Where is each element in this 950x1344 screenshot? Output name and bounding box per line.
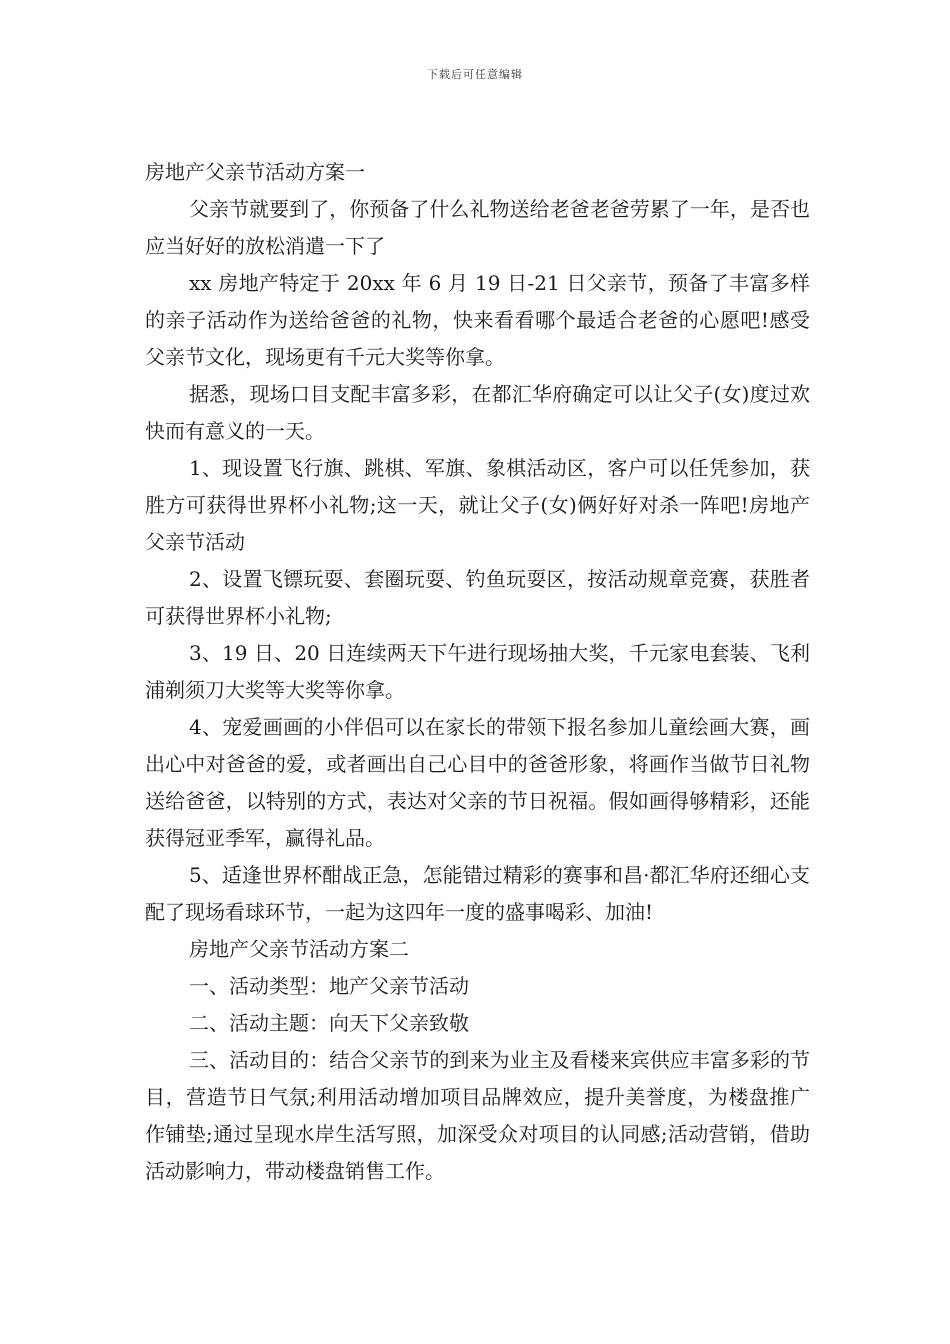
list-item: 3、19 日、20 日连续两天下午进行现场抽大奖，千元家电套装、飞利浦剃须刀大奖等大奖等你拿。 xyxy=(145,641,810,702)
list-item: 1、现设置飞行旗、跳棋、军旗、象棋活动区，客户可以任凭参加，获胜方可获得世界杯小礼物;这一天，就让父子(女)俩好好对杀一阵吧!房地产父亲节活动 xyxy=(145,456,810,554)
header-note: 下载后可任意编辑 xyxy=(427,68,523,81)
list-item: 三、活动目的：结合父亲节的到来为业主及看楼来宾供应丰富多彩的节目，营造节日气氛;利用活动增加项目品牌效应，提升美誉度，为楼盘推广作铺垫;通过呈现水岸生活写照，加深受众对项目的认同感;活动营销，借助活动影响力，带动楼盘销售工作。 xyxy=(145,1048,810,1183)
list-item: 2、设置飞镖玩耍、套圈玩耍、钓鱼玩耍区，按活动规章竞赛，获胜者可获得世界杯小礼物; xyxy=(145,567,810,628)
section-title-1: 房地产父亲节活动方案一 xyxy=(145,160,365,184)
paragraph: 父亲节就要到了，你预备了什么礼物送给老爸老爸劳累了一年，是否也应当好好的放松消遣一下了 xyxy=(145,197,810,258)
list-item: 二、活动主题：向天下父亲致敬 xyxy=(189,1011,469,1035)
paragraph: 据悉，现场口目支配丰富多彩，在都汇华府确定可以让父子(女)度过欢快而有意义的一天。 xyxy=(145,382,810,443)
section-title-2: 房地产父亲节活动方案二 xyxy=(189,937,409,961)
list-item: 5、适逢世界杯酣战正急，怎能错过精彩的赛事和昌·都汇华府还细心支配了现场看球环节，一起为这四年一度的盛事喝彩、加油! xyxy=(145,863,810,924)
paragraph: xx 房地产特定于 20xx 年 6 月 19 日-21 日父亲节，预备了丰富多样的亲子活动作为送给爸爸的礼物，快来看看哪个最适合老爸的心愿吧!感受父亲节文化，现场更有千元大奖等你拿。 xyxy=(145,271,810,369)
document-body xyxy=(145,154,810,1190)
list-item: 一、活动类型：地产父亲节活动 xyxy=(189,974,469,998)
list-item: 4、宠爱画画的小伴侣可以在家长的带领下报名参加儿童绘画大赛，画出心中对爸爸的爱，或者画出自己心目中的爸爸形象，将画作当做节日礼物送给爸爸，以特别的方式，表达对父亲的节日祝福。假如画得够精彩，还能获得冠亚季军，赢得礼品。 xyxy=(145,715,810,850)
